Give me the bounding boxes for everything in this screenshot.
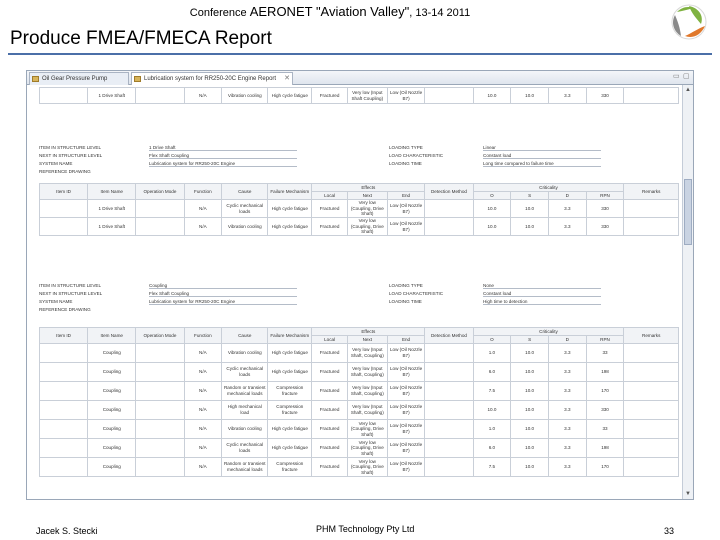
header-effects: Effects <box>312 328 425 336</box>
table-cell: 10.0 <box>511 401 549 420</box>
report-content <box>39 87 679 499</box>
table-cell: Very low (Coupling, Drive Shaft) <box>347 439 387 458</box>
table-cell <box>40 382 88 401</box>
table-cell: 3.3 <box>548 344 586 363</box>
header-o: O <box>473 192 511 200</box>
header-local: Local <box>312 336 348 344</box>
info-row: ITEM IN STRUCTURE LEVEL Coupling LOADING TYPE None <box>39 283 679 290</box>
header-d: D <box>548 192 586 200</box>
table-cell: Vibration cooling <box>222 218 268 236</box>
table-cell: Fractured <box>312 382 348 401</box>
table-cell <box>425 458 473 477</box>
header-criticality: Criticality <box>473 328 624 336</box>
table-cell: High cycle fatigue <box>268 363 312 382</box>
conference-header <box>0 4 660 19</box>
table-cell: Low (Oil Nozzle B7) <box>387 344 425 363</box>
table-cell: 198 <box>586 363 624 382</box>
table-cell <box>624 420 679 439</box>
info-row: ITEM IN STRUCTURE LEVEL 1 Drive Shaft LOADING TYPE Linear <box>39 145 679 152</box>
header-next: Next <box>347 336 387 344</box>
table-cell: 10.0 <box>511 218 549 236</box>
table-cell <box>624 401 679 420</box>
table-cell <box>136 218 184 236</box>
table-cell: Fractured <box>312 218 348 236</box>
table-cell: N/A <box>184 401 222 420</box>
table-cell <box>425 401 473 420</box>
table-cell <box>40 458 88 477</box>
table-cell: 3.3 <box>548 200 586 218</box>
header-item-id: Item ID <box>40 328 88 344</box>
table-row[interactable] <box>40 420 679 439</box>
table-cell <box>40 218 88 236</box>
minimize-icon[interactable]: ▭ <box>673 73 680 80</box>
header-end: End <box>387 192 425 200</box>
table-cell: 3.3 <box>548 363 586 382</box>
table-cell: High cycle fatigue <box>268 420 312 439</box>
table-cell: 7.5 <box>473 458 511 477</box>
table-cell <box>40 200 88 218</box>
table-cell: 7.5 <box>473 382 511 401</box>
table-row[interactable] <box>40 363 679 382</box>
table-row[interactable] <box>40 344 679 363</box>
table-row <box>40 88 679 104</box>
header-item-id: Item ID <box>40 184 88 200</box>
table-row[interactable] <box>40 200 679 218</box>
cell-mechanism: High cycle fatigue <box>268 88 312 104</box>
table-cell <box>624 458 679 477</box>
table-cell <box>136 344 184 363</box>
table-cell <box>425 218 473 236</box>
table-cell <box>425 344 473 363</box>
section1-info <box>39 145 679 177</box>
header-cause: Cause <box>222 184 268 200</box>
table-cell <box>425 382 473 401</box>
table-cell: N/A <box>184 439 222 458</box>
table-cell: N/A <box>184 218 222 236</box>
cell-cause: Vibration cooling <box>222 88 268 104</box>
table-cell: Low (Oil Nozzle B7) <box>387 218 425 236</box>
info-row: NEXT IN STRUCTURE LEVEL Flex Shaft Coupling LOAD CHARACTERISTIC Constant load <box>39 291 679 298</box>
table-cell: N/A <box>184 382 222 401</box>
table-cell: 10.0 <box>473 218 511 236</box>
table-cell: Fractured <box>312 344 348 363</box>
table-cell: N/A <box>184 344 222 363</box>
table-cell: Cyclic mechanical loads <box>222 363 268 382</box>
section2-rows <box>40 344 679 477</box>
table-cell <box>624 382 679 401</box>
header-effects: Effects <box>312 184 425 192</box>
table-cell: 33 <box>586 420 624 439</box>
section1-rows <box>40 200 679 236</box>
table-cell <box>425 363 473 382</box>
table-cell: Coupling <box>88 382 136 401</box>
aeronet-logo-icon <box>666 2 712 42</box>
info-row: SYSTEM NAME Lubrication system for RR250-20C Engine LOADING TIME Long time compared to failure time <box>39 161 679 168</box>
table-cell: Compression fracture <box>268 401 312 420</box>
header-item-name: Item Name <box>88 328 136 344</box>
info-row: SYSTEM NAME Lubrication system for RR250-20C Engine LOADING TIME High time to detection <box>39 299 679 306</box>
table-cell: Coupling <box>88 458 136 477</box>
title-divider <box>8 53 712 55</box>
table-cell: 10.0 <box>511 458 549 477</box>
header-o: O <box>473 336 511 344</box>
report-window <box>26 70 694 500</box>
table-cell <box>624 344 679 363</box>
table-cell <box>624 200 679 218</box>
table-cell: 6.0 <box>473 439 511 458</box>
table-cell: 330 <box>586 200 624 218</box>
table-cell: Fractured <box>312 363 348 382</box>
table-cell <box>136 458 184 477</box>
cell-local: Fractured <box>312 88 348 104</box>
table-cell: Very low (Input Shaft, Coupling) <box>347 344 387 363</box>
table-cell: 10.0 <box>511 344 549 363</box>
cell-item-name: 1 Drive Shaft <box>88 88 136 104</box>
table-cell: Low (Oil Nozzle B7) <box>387 200 425 218</box>
header-s: S <box>511 336 549 344</box>
tab-oil-gear-pressure-pump[interactable] <box>29 72 129 85</box>
table-cell: 10.0 <box>473 401 511 420</box>
table-cell: Fractured <box>312 420 348 439</box>
table-cell: 33 <box>586 344 624 363</box>
table-cell: High mechanical load <box>222 401 268 420</box>
table-cell: Coupling <box>88 363 136 382</box>
info-row: REFERENCE DRAWING <box>39 307 91 312</box>
table-cell: 3.3 <box>548 218 586 236</box>
table-cell <box>40 401 88 420</box>
header-function: Function <box>184 328 222 344</box>
page-number: 33 <box>664 526 675 536</box>
table-cell: Very low (Input Shaft, Coupling) <box>347 382 387 401</box>
table-cell: Vibration cooling <box>222 344 268 363</box>
info-row: REFERENCE DRAWING <box>39 169 91 174</box>
table-cell: 10.0 <box>511 200 549 218</box>
table-cell <box>624 439 679 458</box>
header-failure-mechanism: Failure Mechanism <box>268 328 312 344</box>
table-row[interactable] <box>40 458 679 477</box>
table-cell: Fractured <box>312 200 348 218</box>
table-cell <box>40 439 88 458</box>
header-remarks: Remarks <box>624 328 679 344</box>
table-cell: Coupling <box>88 344 136 363</box>
header-d: D <box>548 336 586 344</box>
header-next: Next <box>347 192 387 200</box>
table-cell: Cyclic mechanical loads <box>222 439 268 458</box>
fmea-table-section1 <box>39 183 679 236</box>
table-cell <box>136 382 184 401</box>
table-cell: Low (Oil Nozzle B7) <box>387 363 425 382</box>
table-cell: Coupling <box>88 401 136 420</box>
table-cell: Random or transient mechanical loads <box>222 458 268 477</box>
tab-label: Oil Gear Pressure Pump <box>42 76 108 82</box>
table-cell <box>40 420 88 439</box>
table-cell: N/A <box>184 458 222 477</box>
table-cell: N/A <box>184 200 222 218</box>
table-cell: Very low (Input Shaft, Coupling) <box>347 401 387 420</box>
header-detection-method: Detection Method <box>425 328 473 344</box>
table-cell: Very low (Coupling, Drive Shaft) <box>347 200 387 218</box>
table-cell: Fractured <box>312 458 348 477</box>
tab-label: Lubrication system for RR250-20C Engine Report <box>144 76 277 82</box>
cell-end: Low (Oil Nozzle B7) <box>387 88 425 104</box>
document-icon <box>32 76 39 82</box>
table-cell: 170 <box>586 458 624 477</box>
scroll-down-icon[interactable]: ▼ <box>685 491 691 497</box>
header-local: Local <box>312 192 348 200</box>
table-cell: 3.3 <box>548 458 586 477</box>
header-remarks: Remarks <box>624 184 679 200</box>
table-cell: 3.3 <box>548 382 586 401</box>
table-row[interactable] <box>40 218 679 236</box>
footer-company: PHM Technology Pty Ltd <box>316 524 415 534</box>
fmea-table-section2 <box>39 327 679 477</box>
slide-title: Produce FMEA/FMECA Report <box>10 28 272 49</box>
info-row: NEXT IN STRUCTURE LEVEL Flex Shaft Coupling LOAD CHARACTERISTIC Constant load <box>39 153 679 160</box>
table-cell: Coupling <box>88 420 136 439</box>
table-cell: Low (Oil Nozzle B7) <box>387 458 425 477</box>
maximize-icon[interactable]: ▢ <box>683 73 690 80</box>
table-cell: 3.3 <box>548 439 586 458</box>
table-row[interactable] <box>40 382 679 401</box>
table-cell <box>425 200 473 218</box>
header-detection-method: Detection Method <box>425 184 473 200</box>
table-cell <box>40 363 88 382</box>
document-icon <box>134 76 141 82</box>
table-cell: Low (Oil Nozzle B7) <box>387 439 425 458</box>
tab-lubrication-report[interactable] <box>131 72 293 85</box>
table-cell: Low (Oil Nozzle B7) <box>387 382 425 401</box>
table-cell: High cycle fatigue <box>268 344 312 363</box>
header-item-name: Item Name <box>88 184 136 200</box>
cell-function: N/A <box>184 88 222 104</box>
table-cell: Vibration cooling <box>222 420 268 439</box>
table-cell: N/A <box>184 363 222 382</box>
table-cell: 3.3 <box>548 401 586 420</box>
table-cell: Very low (Coupling, Drive Shaft) <box>347 218 387 236</box>
cell-rpn: 330 <box>586 88 624 104</box>
cell-o: 10.0 <box>473 88 511 104</box>
table-cell: 330 <box>586 218 624 236</box>
conference-dates: , 13-14 2011 <box>409 7 471 19</box>
table-cell: Very low (Coupling, Drive Shaft) <box>347 458 387 477</box>
header-rpn: RPN <box>586 192 624 200</box>
table-cell: Low (Oil Nozzle B7) <box>387 401 425 420</box>
cell-s: 10.0 <box>511 88 549 104</box>
table-cell: 198 <box>586 439 624 458</box>
table-cell: 10.0 <box>511 420 549 439</box>
table-cell: Low (Oil Nozzle B7) <box>387 420 425 439</box>
table-row[interactable] <box>40 439 679 458</box>
table-cell: 1 Drive Shaft <box>88 200 136 218</box>
close-icon[interactable]: ✕ <box>284 75 290 82</box>
fmea-table-top <box>39 87 679 104</box>
table-cell: High cycle fatigue <box>268 200 312 218</box>
table-cell <box>136 420 184 439</box>
table-cell: 1.0 <box>473 420 511 439</box>
table-row[interactable] <box>40 401 679 420</box>
table-cell: 10.0 <box>511 363 549 382</box>
table-cell: Coupling <box>88 439 136 458</box>
table-cell: 330 <box>586 401 624 420</box>
table-cell: Random or transient mechanical loads <box>222 382 268 401</box>
table-cell: 10.0 <box>473 200 511 218</box>
table-cell: 3.3 <box>548 420 586 439</box>
vertical-scrollbar[interactable] <box>682 85 693 499</box>
cell-next: Very low (Input Shaft Coupling) <box>347 88 387 104</box>
editor-tab-bar <box>27 71 693 85</box>
table-cell: N/A <box>184 420 222 439</box>
conference-prefix: Conference <box>189 7 250 19</box>
table-cell: Fractured <box>312 401 348 420</box>
scroll-up-icon[interactable]: ▲ <box>685 87 691 93</box>
header-function: Function <box>184 184 222 200</box>
header-operation-mode: Operation Mode <box>136 184 184 200</box>
table-cell <box>624 218 679 236</box>
cell-d: 3.3 <box>548 88 586 104</box>
table-cell: 1.0 <box>473 344 511 363</box>
table-cell: High cycle fatigue <box>268 218 312 236</box>
table-cell <box>136 401 184 420</box>
table-cell: High cycle fatigue <box>268 439 312 458</box>
table-cell: 170 <box>586 382 624 401</box>
section2-info <box>39 283 679 315</box>
table-cell <box>136 439 184 458</box>
table-cell <box>425 420 473 439</box>
header-cause: Cause <box>222 328 268 344</box>
table-cell: Cyclic mechanical loads <box>222 200 268 218</box>
header-end: End <box>387 336 425 344</box>
header-operation-mode: Operation Mode <box>136 328 184 344</box>
table-cell: 1 Drive Shaft <box>88 218 136 236</box>
table-cell <box>136 200 184 218</box>
table-cell <box>425 439 473 458</box>
table-cell: Very low (Coupling, Drive Shaft) <box>347 420 387 439</box>
table-cell: Compression fracture <box>268 458 312 477</box>
table-cell: 10.0 <box>511 382 549 401</box>
table-cell: Compression fracture <box>268 382 312 401</box>
footer-author: Jacek S. Stecki <box>36 526 98 536</box>
table-cell: Fractured <box>312 439 348 458</box>
table-cell <box>40 344 88 363</box>
table-cell <box>136 363 184 382</box>
scrollbar-thumb[interactable] <box>684 179 692 245</box>
header-failure-mechanism: Failure Mechanism <box>268 184 312 200</box>
header-s: S <box>511 192 549 200</box>
table-cell: 6.0 <box>473 363 511 382</box>
table-cell: Very low (Input Shaft, Coupling) <box>347 363 387 382</box>
header-rpn: RPN <box>586 336 624 344</box>
header-criticality: Criticality <box>473 184 624 192</box>
table-cell <box>624 363 679 382</box>
conference-name: AERONET "Aviation Valley" <box>249 4 410 19</box>
table-cell: 10.0 <box>511 439 549 458</box>
